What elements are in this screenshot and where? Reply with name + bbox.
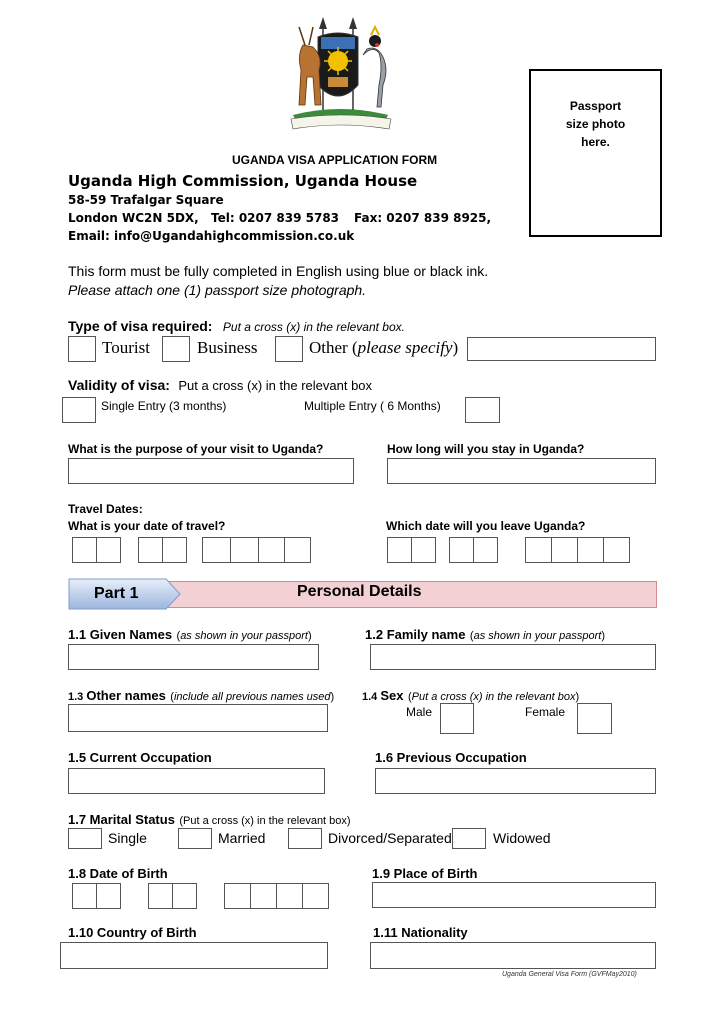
date-digit-box[interactable] [250, 883, 277, 909]
male-label: Male [406, 705, 433, 719]
given-names-label: Given Names [89, 627, 173, 642]
multiple-entry-checkbox[interactable] [465, 397, 500, 423]
form-version-footer: Uganda General Visa Form (GVFMay2010) [502, 971, 637, 978]
country-of-birth-input[interactable] [60, 942, 328, 969]
given-names-heading: 1.1 Given Names (as shown in your passport) [68, 627, 312, 642]
date-digit-box[interactable] [258, 537, 285, 563]
commission-tel: Tel: 0207 839 5783 [211, 211, 340, 225]
date-digit-box[interactable] [411, 537, 436, 563]
purpose-label: What is the purpose of your visit to Uganda? [68, 442, 324, 456]
other-names-hint: include all previous names used [173, 691, 331, 703]
form-title: UGANDA VISA APPLICATION FORM [232, 153, 438, 167]
other-names-number: 1.3 [68, 691, 87, 703]
visa-type-label: Type of visa required: [68, 318, 213, 334]
sex-label: Sex [380, 688, 404, 703]
widowed-checkbox[interactable] [452, 828, 486, 849]
coat-of-arms-emblem [283, 15, 398, 135]
part1-tab-label: Part 1 [94, 585, 139, 602]
business-label: Business [197, 338, 258, 357]
married-label: Married [218, 830, 266, 846]
date-digit-box[interactable] [302, 883, 329, 909]
leave-date-month[interactable] [449, 537, 497, 563]
date-digit-box[interactable] [603, 537, 630, 563]
date-digit-box[interactable] [96, 537, 121, 563]
other-names-heading: 1.3 Other names (include all previous names used) [68, 688, 335, 703]
marital-status-label: 1.7 Marital Status [68, 812, 175, 827]
leave-date-day[interactable] [387, 537, 435, 563]
family-name-heading: 1.2 Family name (as shown in your passport) [365, 627, 606, 642]
multiple-entry-label: Multiple Entry ( 6 Months) [304, 399, 441, 413]
marital-status-hint: (Put a cross (x) in the relevant box) [179, 815, 351, 827]
passport-photo-label: Passport size photo here. [565, 99, 626, 149]
date-digit-box[interactable] [202, 537, 231, 563]
visa-type-heading [68, 318, 405, 336]
date-digit-box[interactable] [230, 537, 259, 563]
current-occupation-input[interactable] [68, 768, 325, 794]
validity-label: Validity of visa: [68, 377, 170, 393]
family-name-number: 1.2 [365, 627, 387, 642]
passport-photo-box [529, 69, 662, 237]
married-checkbox[interactable] [178, 828, 212, 849]
dob-month[interactable] [148, 883, 196, 909]
previous-occupation-label: 1.6 Previous Occupation [375, 750, 527, 765]
commission-name: Uganda High Commission, Uganda House [68, 172, 418, 190]
validity-heading [68, 377, 372, 395]
commission-address-line1: 58-59 Trafalgar Square [68, 193, 224, 207]
single-entry-checkbox[interactable] [62, 397, 96, 423]
dob-day[interactable] [72, 883, 120, 909]
leave-date-label: Which date will you leave Uganda? [386, 519, 586, 533]
country-of-birth-label: 1.10 Country of Birth [68, 925, 197, 940]
date-of-birth-label: 1.8 Date of Birth [68, 866, 168, 881]
date-digit-box[interactable] [72, 537, 97, 563]
nationality-label: 1.11 Nationality [373, 925, 468, 940]
instruction-line1: This form must be fully completed in English using blue or black ink. [68, 263, 489, 279]
other-visa-specify: please specify [357, 338, 453, 357]
other-names-input[interactable] [68, 704, 328, 732]
other-visa-label-open: Other ( [309, 338, 358, 357]
other-visa-label-close: ) [452, 338, 459, 357]
stay-duration-input[interactable] [387, 458, 656, 484]
purpose-input[interactable] [68, 458, 354, 484]
date-digit-box[interactable] [162, 537, 187, 563]
nationality-input[interactable] [370, 942, 656, 969]
commission-address-line2: London WC2N 5DX, [68, 211, 199, 225]
dob-year[interactable] [224, 883, 328, 909]
sex-hint: Put a cross (x) in the relevant box [411, 691, 576, 703]
instruction-line2: Please attach one (1) passport size photograph. [68, 282, 367, 298]
sex-heading: 1.4 Sex (Put a cross (x) in the relevant box) [362, 688, 580, 703]
date-digit-box[interactable] [387, 537, 412, 563]
date-digit-box[interactable] [276, 883, 303, 909]
date-digit-box[interactable] [473, 537, 498, 563]
other-visa-specify-input[interactable] [467, 337, 656, 361]
single-entry-label: Single Entry (3 months) [101, 399, 227, 413]
commission-email: Email: info@Ugandahighcommission.co.uk [68, 229, 355, 243]
date-digit-box[interactable] [72, 883, 97, 909]
other-visa-checkbox[interactable] [275, 336, 303, 362]
female-checkbox[interactable] [577, 703, 612, 734]
travel-date-year[interactable] [202, 537, 310, 563]
current-occupation-label: 1.5 Current Occupation [68, 750, 212, 765]
date-digit-box[interactable] [551, 537, 578, 563]
visa-type-hint: Put a cross (x) in the relevant box. [222, 320, 405, 334]
male-checkbox[interactable] [440, 703, 474, 734]
single-checkbox[interactable] [68, 828, 102, 849]
travel-date-day[interactable] [72, 537, 120, 563]
commission-fax: Fax: 0207 839 8925, [354, 211, 492, 225]
travel-date-month[interactable] [138, 537, 186, 563]
family-name-label: Family name [386, 627, 466, 642]
other-names-label: Other names [86, 688, 166, 703]
place-of-birth-input[interactable] [372, 882, 656, 908]
given-names-hint: as shown in your passport [180, 630, 308, 642]
given-names-input[interactable] [68, 644, 319, 670]
date-digit-box[interactable] [148, 883, 173, 909]
date-digit-box[interactable] [138, 537, 163, 563]
tourist-checkbox[interactable] [68, 336, 96, 362]
sex-number: 1.4 [362, 691, 381, 703]
widowed-label: Widowed [493, 830, 551, 846]
marital-status-heading [68, 811, 351, 829]
other-visa-label [309, 338, 458, 358]
leave-date-year[interactable] [525, 537, 629, 563]
single-label: Single [108, 830, 147, 846]
divorced-label: Divorced/Separated [328, 830, 452, 846]
validity-hint: Put a cross (x) in the relevant box [178, 378, 373, 393]
divorced-checkbox[interactable] [288, 828, 322, 849]
female-label: Female [525, 705, 566, 719]
family-name-input[interactable] [370, 644, 656, 670]
date-digit-box[interactable] [449, 537, 474, 563]
given-names-number: 1.1 [68, 627, 90, 642]
tourist-label: Tourist [102, 338, 150, 357]
stay-duration-label: How long will you stay in Uganda? [387, 442, 585, 456]
date-digit-box[interactable] [96, 883, 121, 909]
family-name-hint: as shown in your passport [473, 630, 602, 642]
place-of-birth-label: 1.9 Place of Birth [372, 866, 478, 881]
date-digit-box[interactable] [284, 537, 311, 563]
previous-occupation-input[interactable] [375, 768, 656, 794]
date-digit-box[interactable] [577, 537, 604, 563]
date-of-travel-label: What is your date of travel? [68, 519, 226, 533]
date-digit-box[interactable] [224, 883, 251, 909]
personal-details-title: Personal Details [297, 583, 422, 600]
date-digit-box[interactable] [525, 537, 552, 563]
travel-dates-heading: Travel Dates: [68, 502, 143, 516]
business-checkbox[interactable] [162, 336, 190, 362]
date-digit-box[interactable] [172, 883, 197, 909]
